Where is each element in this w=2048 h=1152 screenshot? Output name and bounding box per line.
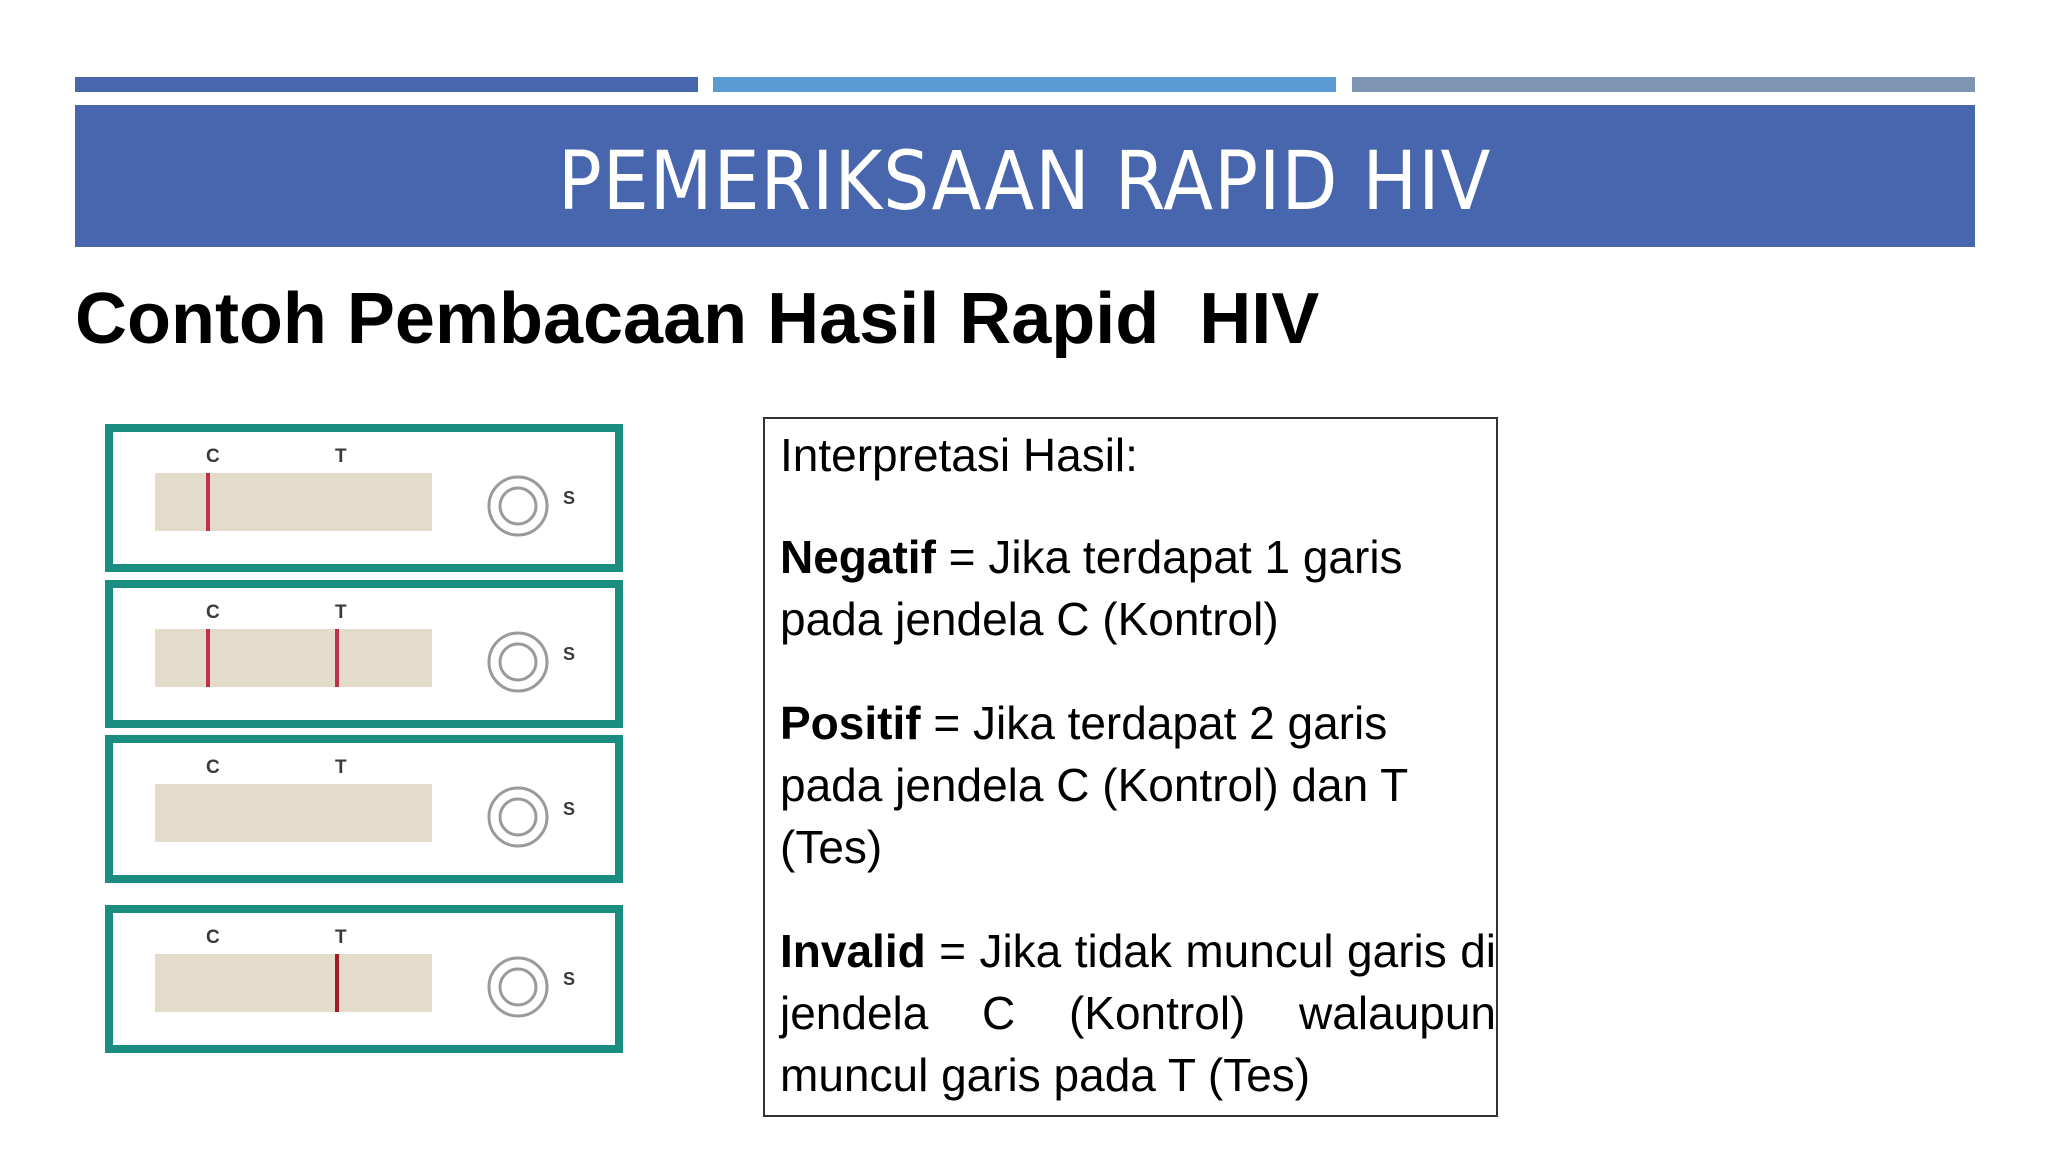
strip-t-label: T (335, 757, 347, 778)
result-invalid (780, 920, 1496, 1106)
test-line (335, 629, 339, 687)
strip-t-label: T (335, 446, 347, 467)
slide-subtitle: Contoh Pembacaan Hasil Rapid HIV (75, 279, 1320, 359)
sample-well-icon (486, 785, 550, 849)
strip-c-label: C (206, 927, 220, 948)
result-term: Positif (780, 697, 921, 749)
result-window (155, 629, 432, 687)
test-strip-1 (105, 424, 623, 572)
result-window (155, 954, 432, 1012)
sample-well-icon (486, 630, 550, 694)
sample-well-icon (486, 474, 550, 538)
control-line (206, 473, 210, 531)
control-line (206, 629, 210, 687)
strip-c-label: C (206, 446, 220, 467)
result-description: = Jika terdapat 1 garis pada jendela C (Kontrol) (780, 531, 1403, 645)
result-description: = Jika tidak muncul garis di jendela C (Kontrol) walaupun muncul garis pada T (Tes) (780, 925, 1496, 1101)
title-band (75, 105, 1975, 247)
header-bar-2 (713, 77, 1336, 92)
interpretation-text (780, 424, 1496, 1148)
strip-c-label: C (206, 757, 220, 778)
interpretation-heading: Interpretasi Hasil: (780, 429, 1138, 481)
strip-s-label: S (563, 969, 576, 989)
result-term: Invalid (780, 925, 926, 977)
test-strip-3 (105, 735, 623, 883)
sample-well-icon (486, 955, 550, 1019)
strip-c-label: C (206, 602, 220, 623)
result-window (155, 473, 432, 531)
test-strip-4 (105, 905, 623, 1053)
result-description: = Jika terdapat 2 garis pada jendela C (Kontrol) dan T (Tes) (780, 697, 1408, 873)
result-positive (780, 692, 1496, 878)
strip-s-label: S (563, 799, 576, 819)
strip-s-label: S (563, 488, 576, 508)
result-term: Negatif (780, 531, 936, 583)
rapid-test-strips-figure (105, 424, 633, 1064)
strip-s-label: S (563, 644, 576, 664)
slide-title: PEMERIKSAAN RAPID HIV (558, 135, 1492, 229)
test-strip-2 (105, 580, 623, 728)
strip-t-label: T (335, 927, 347, 948)
header-bar-1 (75, 77, 698, 92)
result-negative (780, 526, 1496, 650)
test-line (335, 954, 339, 1012)
strip-t-label: T (335, 602, 347, 623)
result-window (155, 784, 432, 842)
header-bar-3 (1352, 77, 1975, 92)
